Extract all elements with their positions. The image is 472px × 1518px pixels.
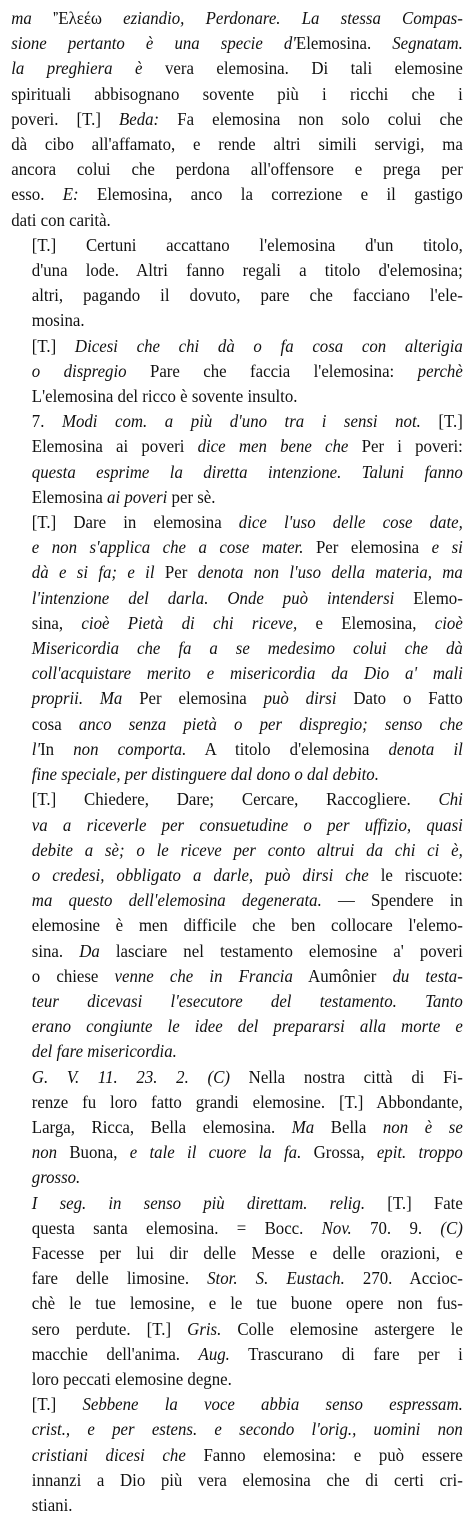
roman-text: innanzi a Dio più vera elemosina che di certi cri- — [31, 1469, 463, 1490]
italic-text: la preghiera è — [11, 58, 165, 79]
roman-text: lasciare nel testamento elemosine a' poveri — [99, 940, 463, 961]
text-line — [11, 208, 463, 233]
roman-text: questa santa elemosina. = Bocc. — [31, 1217, 322, 1238]
italic-text: Nov. — [321, 1217, 352, 1238]
paragraph — [11, 409, 463, 510]
text-line — [11, 1417, 463, 1442]
italic-text: crist., e per estens. e secondo l'orig., uomini non — [31, 1419, 463, 1440]
roman-text: In — [40, 738, 74, 759]
italic-text: Misericordia che fa a se medesimo colui che dà — [31, 638, 463, 659]
italic-text: può dirsi — [263, 688, 337, 709]
roman-text: Per i poveri: — [348, 436, 463, 457]
text-line — [11, 82, 463, 107]
roman-text: [T.] — [420, 411, 463, 432]
roman-text: le riscuote: — [368, 864, 463, 885]
italic-text: cioè Pietà di chi riceve, — [81, 612, 298, 633]
roman-text: Per elemosina — [122, 688, 264, 709]
text-line — [11, 107, 463, 132]
text-line — [11, 989, 463, 1014]
italic-text: denota il — [388, 738, 463, 759]
roman-text: Trascurano di fare per i — [229, 1343, 463, 1364]
roman-text: fare delle limosine. — [31, 1268, 208, 1289]
italic-text: dà e si fa; e il — [31, 562, 155, 583]
italic-text: fine speciale, per distinguere dal dono o dal debito. — [31, 764, 379, 785]
roman-text: L'elemosina del ricco è sovente insulto. — [31, 386, 298, 407]
paragraph — [11, 510, 463, 787]
italic-text: non — [31, 1142, 58, 1163]
roman-text: e Elemosina, — [297, 612, 435, 633]
italic-text: dice l'uso delle cose date, — [238, 512, 463, 533]
text-line — [11, 560, 463, 585]
italic-text: ma — [11, 8, 53, 28]
roman-text: Elemosina, anco la correzione e il gastigo — [78, 184, 463, 205]
roman-text: mosina. — [31, 310, 85, 331]
roman-text: Fanno elemosina: e può essere — [185, 1444, 463, 1465]
text-line — [11, 1493, 463, 1518]
roman-text: per sè. — [167, 486, 216, 507]
italic-text: Ma — [291, 1116, 315, 1137]
roman-text: d'una lode. Altri fanno regali a titolo d'elemosina; — [31, 260, 463, 281]
text-line — [11, 838, 463, 863]
italic-text: perchè — [417, 360, 463, 381]
roman-text: Buona, — [57, 1142, 130, 1163]
italic-text: eziandio, Perdonare. La stessa Compas- — [101, 8, 463, 28]
roman-text: Elemo- — [394, 587, 463, 608]
italic-text: du testa- — [392, 965, 463, 986]
roman-text: Fa elemosina non solo colui che — [159, 108, 463, 129]
roman-text: dà cibo all'affamato, e rende altri simili servigi, ma — [11, 134, 463, 155]
text-line — [11, 1165, 463, 1190]
italic-text: ai poveri — [107, 486, 168, 507]
roman-text: Larga, Ricca, Bella elemosina. — [31, 1116, 292, 1137]
text-line — [11, 384, 463, 409]
roman-text: Elemosina — [31, 486, 108, 507]
roman-text: 'Ἐλεέω — [52, 8, 102, 28]
italic-text: o credesi, obbligato a darle, può dirsi che — [31, 864, 369, 885]
paragraph — [11, 233, 463, 334]
text-line — [11, 6, 463, 31]
italic-text: sione pertanto è una specie d' — [11, 33, 296, 54]
text-line — [11, 636, 463, 661]
roman-text: spirituali abbisognano sovente più i ricchi che i — [11, 83, 463, 104]
italic-text: coll'acquistare merito e misericordia da Dio a' mali — [31, 663, 463, 684]
italic-text: Chi — [438, 789, 463, 810]
roman-text: 270. Accioc- — [344, 1268, 463, 1289]
text-line — [11, 485, 463, 510]
italic-text: Da — [79, 940, 100, 961]
italic-text: dicevasi l'esecutore del testamento. Tanto — [87, 990, 463, 1011]
text-line — [11, 611, 463, 636]
roman-text: elemosine è men difficile che ben collocare l'elemo- — [31, 915, 463, 936]
roman-text: 7. — [31, 411, 62, 432]
text-line — [11, 182, 463, 207]
italic-text: del fare misericordia. — [31, 1041, 177, 1062]
paragraph — [11, 1191, 463, 1393]
text-line — [11, 964, 463, 989]
italic-text: Beda: — [118, 108, 160, 129]
italic-text: cristiani dicesi che — [31, 1444, 186, 1465]
text-line — [11, 334, 463, 359]
text-line — [11, 1241, 463, 1266]
text-line — [11, 888, 463, 913]
roman-text: cosa — [31, 713, 79, 734]
text-line — [11, 1115, 463, 1140]
italic-text: Modi com. a più d'uno tra i sensi not. — [61, 411, 421, 432]
roman-text: poveri. [T.] — [11, 108, 119, 129]
roman-text: o chiese — [31, 965, 115, 986]
italic-text: (C) — [440, 1217, 463, 1238]
roman-text: altri, pagando il dovuto, pare che facciano l'ele- — [31, 285, 463, 306]
italic-text: proprii. Ma — [31, 688, 123, 709]
roman-text: sina, — [31, 612, 82, 633]
text-line — [11, 1317, 463, 1342]
italic-text: anco senza pietà o per dispregio; senso che — [78, 713, 463, 734]
italic-text: Stor. S. Eustach. — [207, 1268, 345, 1289]
text-line — [11, 712, 463, 737]
paragraph — [11, 1392, 463, 1518]
text-line — [11, 813, 463, 838]
roman-text: Nella nostra città di Fi- — [229, 1066, 463, 1087]
italic-text: erano congiunte le idee del prepararsi alla morte e — [31, 1016, 463, 1037]
text-line — [11, 409, 463, 434]
roman-text: Per — [154, 562, 198, 583]
roman-text: renze fu loro fatto grandi elemosine. [T.] Abbondante, — [31, 1091, 463, 1112]
italic-text: Segnatam. — [392, 33, 463, 54]
paragraph — [11, 6, 463, 233]
roman-text: [T.] — [31, 1394, 83, 1415]
roman-text: Elemosina ai poveri — [31, 436, 198, 457]
text-line — [11, 258, 463, 283]
text-line — [11, 1065, 463, 1090]
italic-text: Aug. — [198, 1343, 230, 1364]
text-line — [11, 132, 463, 157]
roman-text: 70. 9. — [351, 1217, 441, 1238]
roman-text: vera elemosina. Di tali elemosine — [164, 58, 463, 79]
italic-text: l'intenzione del darla. Onde può intendersi — [31, 587, 395, 608]
roman-text: Per elemosina — [303, 537, 432, 558]
italic-text: Dicesi che chi dà o fa cosa con alterigia — [74, 335, 463, 356]
roman-text: Pare che faccia l'elemosina: — [149, 360, 418, 381]
roman-text: Elemosina. — [295, 33, 393, 54]
italic-text: Gris. — [187, 1318, 222, 1339]
text-line — [11, 863, 463, 888]
text-line — [11, 737, 463, 762]
roman-text: [T.] Fate — [365, 1192, 463, 1213]
roman-text: stiani. — [31, 1494, 73, 1515]
text-line — [11, 1468, 463, 1493]
text-line — [11, 787, 463, 812]
roman-text: Facesse per lui dir delle Messe e delle orazioni, e — [31, 1242, 463, 1263]
roman-text: Aumônier — [292, 965, 393, 986]
text-line — [11, 31, 463, 56]
roman-text: dati con carità. — [11, 209, 111, 230]
text-line — [11, 1367, 463, 1392]
italic-text: grosso. — [31, 1167, 81, 1188]
text-line — [11, 586, 463, 611]
text-line — [11, 1039, 463, 1064]
text-line — [11, 686, 463, 711]
roman-text: Dato o Fatto — [336, 688, 463, 709]
text-line — [11, 1140, 463, 1165]
roman-text: [T.] — [31, 335, 75, 356]
roman-text: sina. — [31, 940, 80, 961]
italic-text: e tale il cuore la fa. — [129, 1142, 302, 1163]
text-line — [11, 1090, 463, 1115]
italic-text: non comporta. — [73, 738, 187, 759]
italic-text: G. V. 11. 23. 2. (C) — [31, 1066, 230, 1087]
text-line — [11, 1191, 463, 1216]
italic-text: ma questo dell'elemosina degenerata. — [31, 890, 322, 911]
roman-text: A titolo d'elemosina — [186, 738, 389, 759]
roman-text: sero perdute. [T.] — [31, 1318, 188, 1339]
roman-text: loro peccati elemosine degne. — [31, 1368, 232, 1389]
italic-text: l' — [31, 738, 41, 759]
text-line — [11, 308, 463, 333]
italic-text: epit. troppo — [376, 1142, 463, 1163]
roman-text: Bella — [314, 1116, 383, 1137]
text-line — [11, 762, 463, 787]
italic-text: e non s'applica che a cose mater. — [31, 537, 304, 558]
text-line — [11, 1216, 463, 1241]
italic-text: o dispregio — [31, 360, 150, 381]
italic-text: questa esprime la diretta intenzione. Taluni fanno — [31, 461, 463, 482]
roman-text: macchie dell'anima. — [31, 1343, 199, 1364]
text-line — [11, 157, 463, 182]
italic-text: E: — [62, 184, 79, 205]
paragraph — [11, 1065, 463, 1191]
italic-text: Sebbene la voce abbia senso espressam. — [82, 1394, 463, 1415]
text-line — [11, 1266, 463, 1291]
roman-text: [T.] Chiedere, Dare; Cercare, Raccogliere. — [31, 789, 439, 810]
text-line — [11, 359, 463, 384]
paragraph — [11, 787, 463, 1064]
italic-text: cioè — [434, 612, 463, 633]
roman-text: [T.] Certuni accattano l'elemosina d'un titolo, — [31, 234, 463, 255]
text-line — [11, 1342, 463, 1367]
italic-text: venne che in Francia — [114, 965, 293, 986]
roman-text: Grossa, — [301, 1142, 377, 1163]
roman-text: [T.] Dare in elemosina — [31, 512, 239, 533]
text-line — [11, 510, 463, 535]
italic-text: teur — [31, 990, 88, 1011]
italic-text: dice men bene che — [197, 436, 349, 457]
italic-text: va a riceverle per consuetudine o per uffizio, quasi — [31, 814, 463, 835]
roman-text: esso. — [11, 184, 63, 205]
italic-text: e si — [431, 537, 463, 558]
text-line — [11, 1392, 463, 1417]
italic-text: denota non l'uso della materia, ma — [197, 562, 463, 583]
text-line — [11, 661, 463, 686]
text-line — [11, 434, 463, 459]
paragraph — [11, 334, 463, 410]
text-line — [11, 460, 463, 485]
text-line — [11, 283, 463, 308]
text-line — [11, 535, 463, 560]
roman-text: ancora colui che perdona all'offensore e prega per — [11, 159, 463, 180]
italic-text: debite a sè; o le riceve per conto altrui da chi ci è, — [31, 839, 463, 860]
text-line — [11, 913, 463, 938]
text-line — [11, 1291, 463, 1316]
text-line — [11, 233, 463, 258]
roman-text: Colle elemosine astergere le — [221, 1318, 463, 1339]
text-line — [11, 1014, 463, 1039]
roman-text: chè le tue lemosine, e le tue buone opere non fus- — [31, 1293, 463, 1314]
roman-text: — Spendere in — [321, 890, 463, 911]
italic-text: non è se — [382, 1116, 463, 1137]
text-line — [11, 939, 463, 964]
italic-text: I seg. in senso più direttam. relig. — [31, 1192, 366, 1213]
text-line — [11, 56, 463, 81]
text-line — [11, 1443, 463, 1468]
